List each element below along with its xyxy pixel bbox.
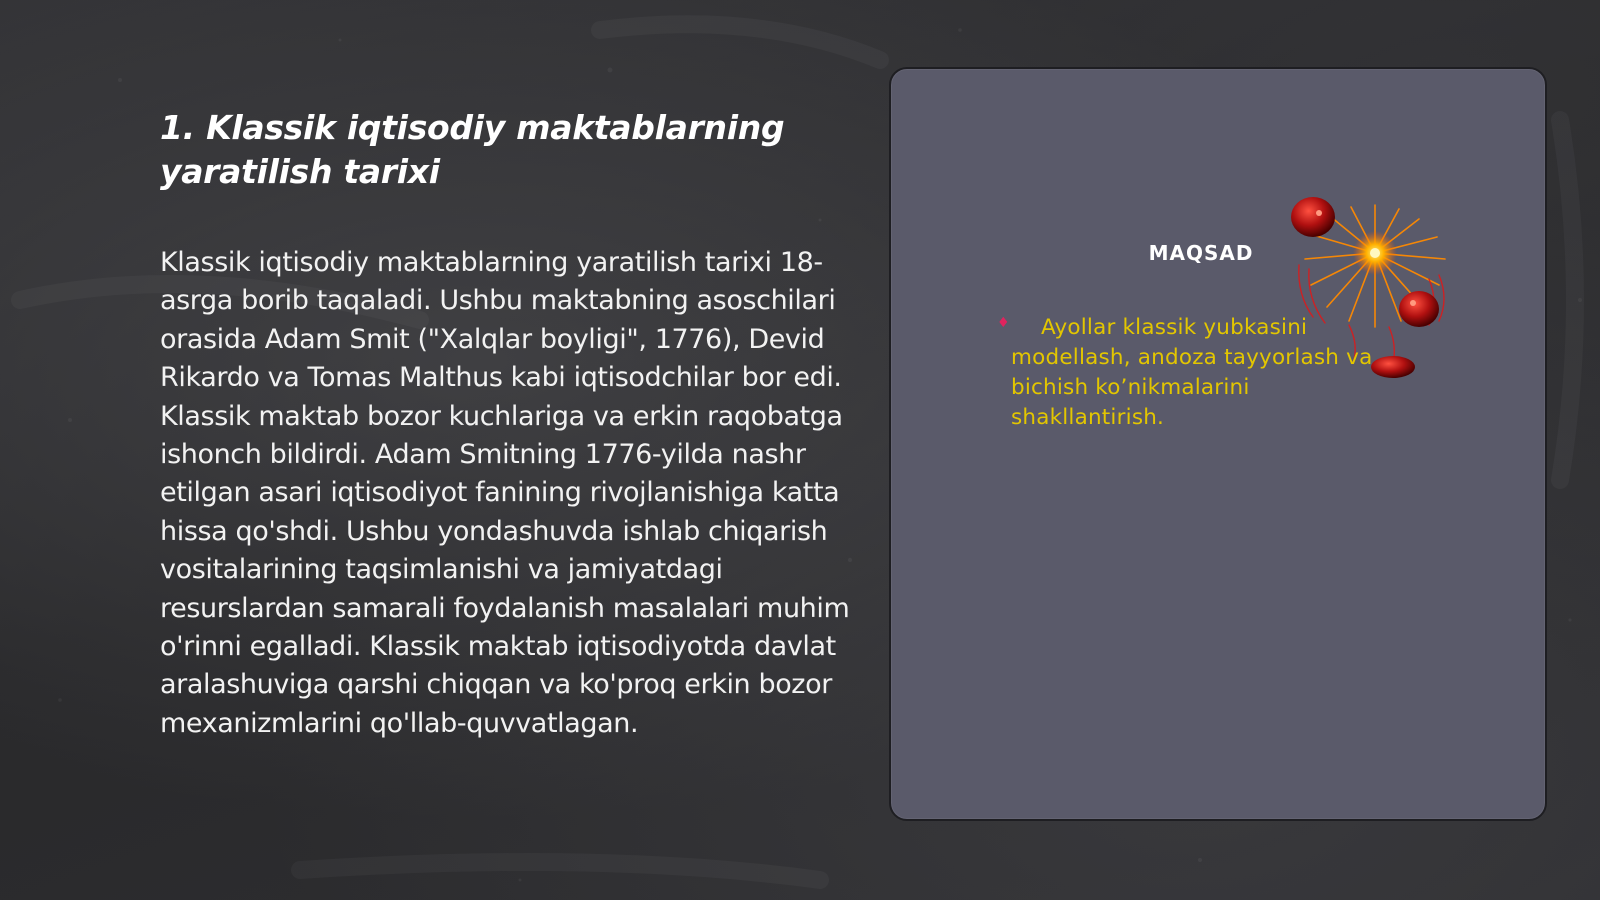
slide-title (160, 106, 840, 194)
goal-bullet-text: Ayollar klassik yubkasini modellash, andoza tayyorlash va bichish ko’nikmalarini shakllantirish. (1011, 315, 1373, 430)
body-paragraph: Klassik iqtisodiy maktablarning yaratilish tarixi 18-asrga borib taqaladi. Ushbu maktabning asoschilari orasida Adam Smit ("Xalqlar boyligi", 1776), Devid Rikardo va Tomas Malthus kabi iqtisodchilar bor edi. Klassik maktab bozor kuchlariga va erkin raqobatga ishonch bildirdi. Adam Smitning 1776-yilda nashr etilgan asari iqtisodiyot fanining rivojlanishiga katta hissa qo'shdi. Ushbu yondashuvda ishlab chiqarish vositalarining taqsimlanishi va jamiyatdagi resurslardan samarali foydalanish masalalari muhim o'rinni egalladi. Klassik maktab iqtisodiyotda davlat aralashuviga qarshi chiqqan va ko'proq erkin bozor mexanizmlarini qo'llab-quvvatlagan. (160, 247, 850, 739)
panel-title: MAQSAD (1148, 241, 1254, 265)
slide-title-line-2: yaratilish tarixi (160, 152, 440, 191)
diamond-bullet-icon: ♦ (997, 315, 1010, 331)
goal-bullet (997, 313, 1397, 433)
slide-title-line-1: 1. Klassik iqtisodiy maktablarning (160, 108, 785, 147)
goal-panel (889, 67, 1547, 821)
